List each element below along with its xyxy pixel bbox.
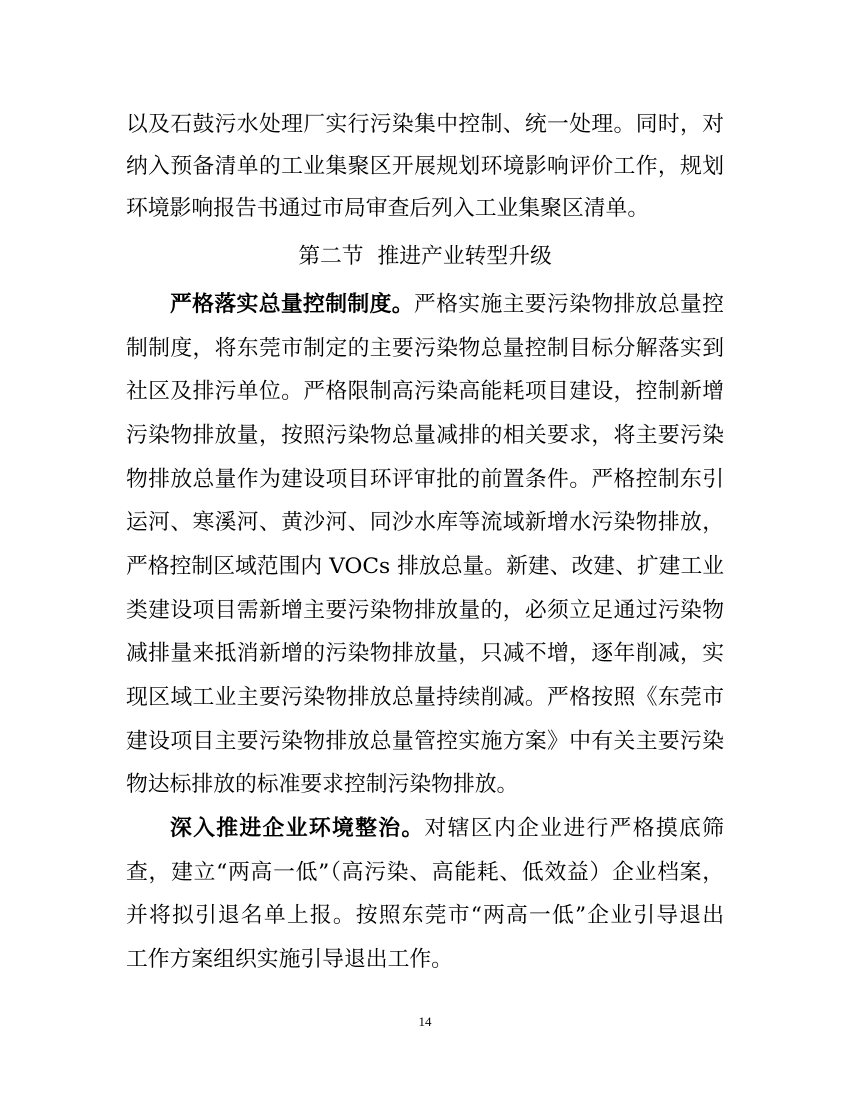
- paragraph-2-line-5: 物排放总量作为建设项目环评审批的前置条件。严格控制东引: [126, 467, 724, 492]
- paragraph-2-line-2: 制制度，将东莞市制定的主要污染物总量控制目标分解落实到: [126, 336, 724, 361]
- paragraph-2-line-12: 物达标排放的标准要求控制污染物排放。: [126, 772, 519, 797]
- paragraph-1-line-1: 以及石鼓污水处理厂实行污染集中控制、统一处理。同时，对: [126, 112, 724, 137]
- paragraph-2-line-4: 污染物排放量，按照污染物总量减排的相关要求，将主要污染: [126, 423, 724, 448]
- paragraph-2-line-11: 建设项目主要污染物排放总量管控实施方案》中有关主要污染: [126, 729, 724, 754]
- page-number: 14: [418, 1014, 432, 1029]
- paragraph-2-line-6: 运河、寒溪河、黄沙河、同沙水库等流域新增水污染物排放，: [126, 510, 724, 535]
- paragraph-2-line-10: 现区域工业主要污染物排放总量持续削减。严格按照《东莞市: [126, 685, 724, 710]
- paragraph-2-line-1: [170, 284, 724, 326]
- paragraph-1-line-3: 环境影响报告书通过市局审查后列入工业集聚区清单。: [126, 196, 650, 221]
- paragraph-2-first-text: 严格实施主要污染物排放总量控: [413, 292, 724, 317]
- paragraph-2-lead: 严格落实总量控制制度。: [170, 292, 414, 317]
- paragraph-2-line-3: 社区及排污单位。严格限制高污染高能耗项目建设，控制新增: [126, 379, 724, 404]
- paragraph-2-line-8: 类建设项目需新增主要污染物排放量的，必须立足通过污染物: [126, 598, 724, 623]
- paragraph-3-line-1: [170, 808, 724, 850]
- section-heading: 第二节 推进产业转型升级: [298, 244, 552, 269]
- paragraph-3-line-2: 查，建立“两高一低”（高污染、高能耗、低效益）企业档案，: [126, 860, 724, 885]
- paragraph-1-line-2: 纳入预备清单的工业集聚区开展规划环境影响评价工作，规划: [126, 154, 724, 179]
- paragraph-2-line-9: 减排量来抵消新增的污染物排放量，只减不增，逐年削减，实: [126, 641, 724, 666]
- paragraph-3-line-3: 并将拟引退名单上报。按照东莞市“两高一低”企业引导退出: [126, 903, 724, 928]
- paragraph-3-lead: 深入推进企业环境整治。: [170, 816, 425, 841]
- paragraph-3-first-text: 对辖区内企业进行严格摸底筛: [424, 816, 724, 841]
- paragraph-2-line-7: 严格控制区域范围内 VOCs 排放总量。新建、改建、扩建工业: [126, 554, 725, 579]
- paragraph-3-line-4: 工作方案组织实施引导退出工作。: [126, 947, 453, 972]
